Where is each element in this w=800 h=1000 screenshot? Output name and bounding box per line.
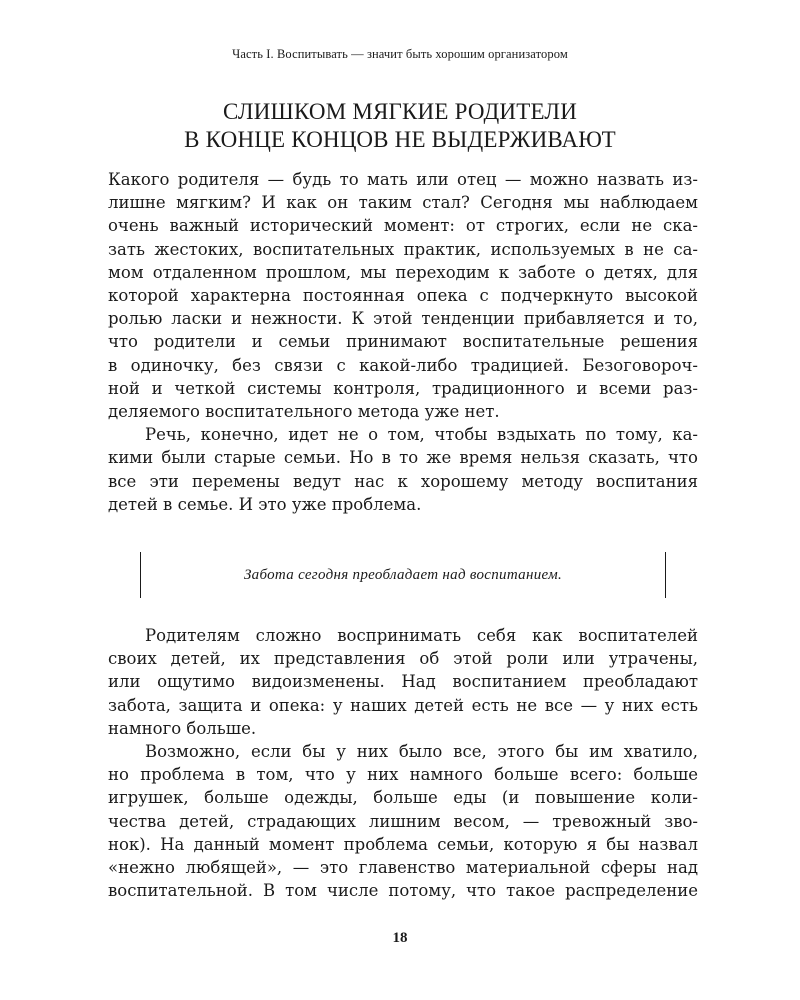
text-line: забота, защита и опека: у наших детей есть не все — у них есть	[108, 695, 698, 715]
page-number: 18	[392, 930, 408, 946]
body-text-block-2	[108, 624, 698, 902]
pull-quote	[140, 552, 666, 598]
chapter-title-line-2: В КОНЦЕ КОНЦОВ НЕ ВЫДЕРЖИВАЮТ	[184, 127, 616, 152]
text-line: Речь, конечно, идет не о том, чтобы вздыхать по тому, ка-	[145, 425, 698, 445]
text-line: зать жестоких, воспитательных практик, используемых в не са-	[108, 239, 698, 259]
text-line: все эти перемены ведут нас к хорошему методу воспитания	[108, 471, 698, 491]
text-line: ной и четкой системы контроля, традиционного и всеми раз-	[108, 378, 698, 398]
text-line: очень важный исторический момент: от строгих, если не ска-	[108, 216, 698, 236]
chapter-title	[0, 98, 800, 154]
text-line: нок). На данный момент проблема семьи, которую я бы назвал	[108, 834, 698, 854]
text-line: ролью ласки и нежности. К этой тенденции прибавляется и то,	[108, 309, 698, 329]
text-line: которой характерна постоянная опека с подчеркнуто высокой	[108, 286, 698, 306]
text-line: чества детей, страдающих лишним весом, — тревожный зво-	[108, 811, 698, 831]
pull-quote-text: Забота сегодня преобладает над воспитанием.	[243, 566, 563, 583]
text-line: лишне мягким? И как он таким стал? Сегодня мы наблюдаем	[108, 193, 698, 213]
chapter-title-line-1: СЛИШКОМ МЯГКИЕ РОДИТЕЛИ	[222, 99, 578, 124]
text-line: игрушек, больше одежды, больше еды (и повышение коли-	[108, 788, 698, 808]
text-line: намного больше.	[108, 718, 257, 738]
text-line: кими были старые семьи. Но в то же время нельзя сказать, что	[108, 448, 698, 468]
body-text-block-1	[108, 168, 698, 516]
text-line: Какого родителя — будь то мать или отец — можно назвать из-	[108, 170, 698, 189]
text-line: деляемого воспитательного метода уже нет.	[108, 402, 500, 422]
text-line: что родители и семьи принимают воспитательные решения	[108, 332, 698, 352]
text-line: в одиночку, без связи с какой-либо традицией. Безоговороч-	[108, 355, 698, 375]
running-head: Часть I. Воспитывать — значит быть хорошим организатором	[232, 47, 568, 61]
text-line: Родителям сложно воспринимать себя как воспитателей	[145, 626, 698, 645]
text-line: детей в семье. И это уже проблема.	[108, 494, 422, 514]
text-line: «нежно любящей», — это главенство материальной сферы над	[108, 858, 698, 878]
text-line: Возможно, если бы у них было все, этого бы им хватило,	[145, 742, 698, 762]
text-line: но проблема в том, что у них намного больше всего: больше	[108, 765, 698, 785]
text-line: воспитательной. В том числе потому, что такое распределение	[108, 881, 698, 901]
text-line: мом отдаленном прошлом, мы переходим к заботе о детях, для	[108, 262, 698, 282]
text-line: или ощутимо видоизменены. Над воспитанием преобладают	[108, 672, 698, 692]
text-line: своих детей, их представления об этой роли или утрачены,	[108, 649, 698, 669]
